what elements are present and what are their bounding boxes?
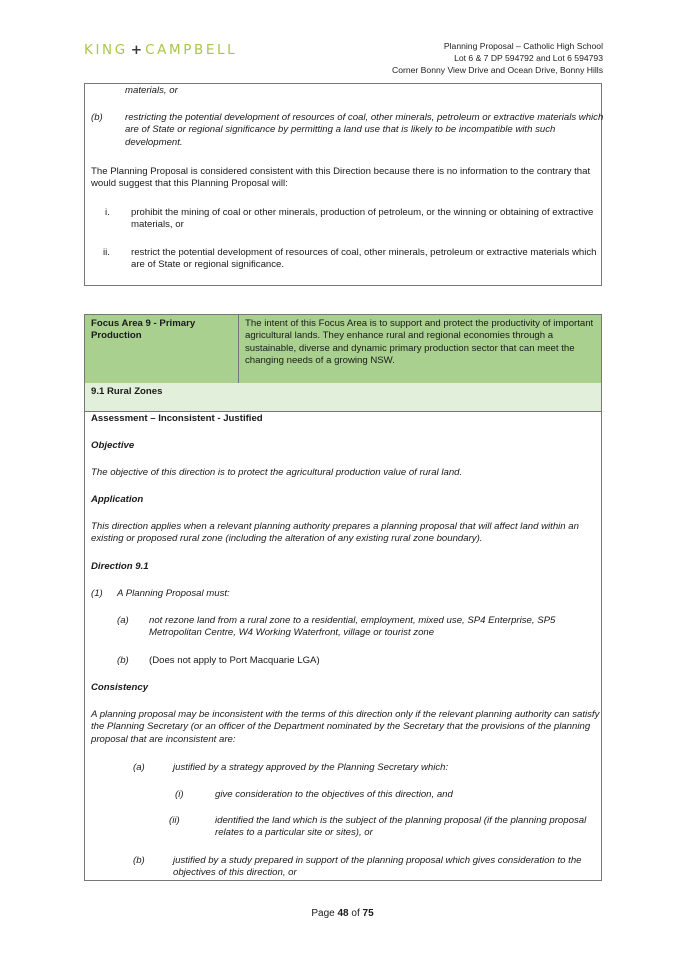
direction-b-marker: (b): [117, 655, 129, 666]
application-heading: Application: [91, 494, 144, 505]
focus-area-title: [91, 318, 195, 343]
focus-area-9-table: [84, 314, 602, 881]
consistency-line: The Planning Proposal is considered consistent with this Direction because there is no information to the contrary that: [91, 166, 591, 177]
application-line: existing or proposed rural zone (including the alteration of any existing rural zone boundary).: [91, 533, 483, 545]
header-lots: Lot 6 & 7 DP 594792 and Lot 6 594793: [454, 53, 603, 63]
page-number: 48: [337, 908, 349, 919]
objective-text: The objective of this direction is to protect the agricultural production value of rural land.: [91, 467, 463, 478]
consistency-ii-line: identified the land which is the subject of the planning proposal (if the planning proposal: [215, 815, 587, 826]
direction-a-line: not rezone land from a rural zone to a residential, employment, mixed use, SP4 Enterprise, SP5: [149, 615, 556, 626]
consistency-text-line: A planning proposal may be inconsistent with the terms of this direction only if the relevant planning authority can satisfy: [91, 709, 600, 720]
direction-b-text: (Does not apply to Port Macquarie LGA): [149, 655, 320, 666]
item-b-line: development.: [125, 136, 183, 148]
consistency-heading: Consistency: [91, 682, 149, 693]
logo-plus: +: [130, 42, 143, 58]
focus-desc-line: The intent of this Focus Area is to support and protect the productivity of important: [245, 318, 594, 329]
item-b-text: [125, 112, 603, 149]
consistency-ii-marker: (ii): [169, 815, 180, 826]
section-row: [85, 383, 601, 412]
direction-a-line: Metropolitan Centre, W4 Working Waterfront, village or tourist zone: [149, 627, 435, 639]
item-b-line: restricting the potential development of resources of coal, other minerals, petroleum or extractive materials which: [125, 112, 604, 123]
company-logo: [84, 44, 237, 56]
item-i-text: [131, 207, 593, 232]
page-total: 75: [362, 908, 374, 919]
direction-a-marker: (a): [117, 615, 129, 626]
consistency-ii-line: relates to a particular site or sites), or: [215, 827, 373, 839]
focus-area-header-row: [85, 315, 601, 384]
application-text: [91, 521, 579, 546]
direction-1-marker: (1): [91, 588, 103, 599]
item-i-line: prohibit the mining of coal or other minerals, production of petroleum, or the winning or obtaining of extractive: [131, 207, 594, 218]
logo-king: KING: [84, 42, 128, 58]
page-of: of: [351, 908, 360, 919]
consistency-statement: [91, 166, 590, 191]
consistency-text-line: proposal that are inconsistent are:: [91, 733, 236, 745]
focus-desc-line: agricultural lands. They enhance rural and regional economies through a: [245, 330, 554, 342]
direction-heading: Direction 9.1: [91, 561, 149, 572]
item-ii-line: are of State or regional significance.: [131, 259, 285, 271]
item-ii-text: [131, 247, 597, 272]
column-divider: [238, 315, 239, 383]
item-ii-line: restrict the potential development of resources of coal, other minerals, petroleum or extractive materials which: [131, 247, 597, 258]
consistency-a-marker: (a): [133, 762, 145, 773]
consistency-ii-text: [215, 815, 586, 840]
direction-1-text: A Planning Proposal must:: [117, 588, 230, 599]
consistency-line: would suggest that this Planning Proposal will:: [91, 178, 288, 190]
consistency-b-line: objectives of this direction, or: [173, 867, 297, 879]
focus-desc-line: changing needs of a growing NSW.: [245, 355, 395, 367]
section-title: 9.1 Rural Zones: [91, 386, 163, 397]
focus-area-description: [245, 318, 593, 368]
consistency-b-marker: (b): [133, 855, 145, 866]
logo-campbell: CAMPBELL: [145, 42, 238, 58]
application-line: This direction applies when a relevant planning authority prepares a planning proposal that will affect land within an: [91, 521, 579, 532]
focus-desc-line: sustainable, diverse and dynamic primary production sector that can meet the: [245, 342, 575, 354]
item-b-marker: (b): [91, 112, 103, 123]
item-i-marker: i.: [105, 207, 110, 218]
consistency-text: [91, 709, 599, 746]
consistency-i-text: give consideration to the objectives of this direction, and: [215, 789, 453, 800]
consistency-b-line: justified by a study prepared in support of the planning proposal which gives consideration to the: [173, 855, 582, 866]
item-i-line: materials, or: [131, 219, 184, 231]
focus-title-line: Production: [91, 330, 142, 342]
consistency-b-text: [173, 855, 582, 880]
item-b-line: are of State or regional significance by permitting a land use that is likely to be incompatible with such: [125, 124, 556, 136]
header-address: Corner Bonny View Drive and Ocean Drive, Bonny Hills: [392, 65, 603, 75]
consistency-a-text: justified by a strategy approved by the Planning Secretary which:: [173, 762, 449, 773]
consistency-text-line: the Planning Secretary (or an officer of the Department nominated by the Secretary that the provisions of the planning: [91, 721, 591, 733]
continued-line: materials, or: [125, 85, 178, 96]
assessment-heading: Assessment – Inconsistent - Justified: [91, 413, 263, 424]
direction-a-text: [149, 615, 555, 640]
consistency-i-marker: (i): [175, 789, 184, 800]
page-label: Page: [311, 908, 335, 919]
direction-continuation-box: [84, 83, 602, 286]
objective-heading: Objective: [91, 440, 135, 451]
focus-title-line: Focus Area 9 - Primary: [91, 318, 196, 329]
item-ii-marker: ii.: [103, 247, 110, 258]
page-footer: [0, 908, 685, 920]
header-title: Planning Proposal – Catholic High School: [443, 41, 603, 51]
document-header: [392, 40, 603, 76]
